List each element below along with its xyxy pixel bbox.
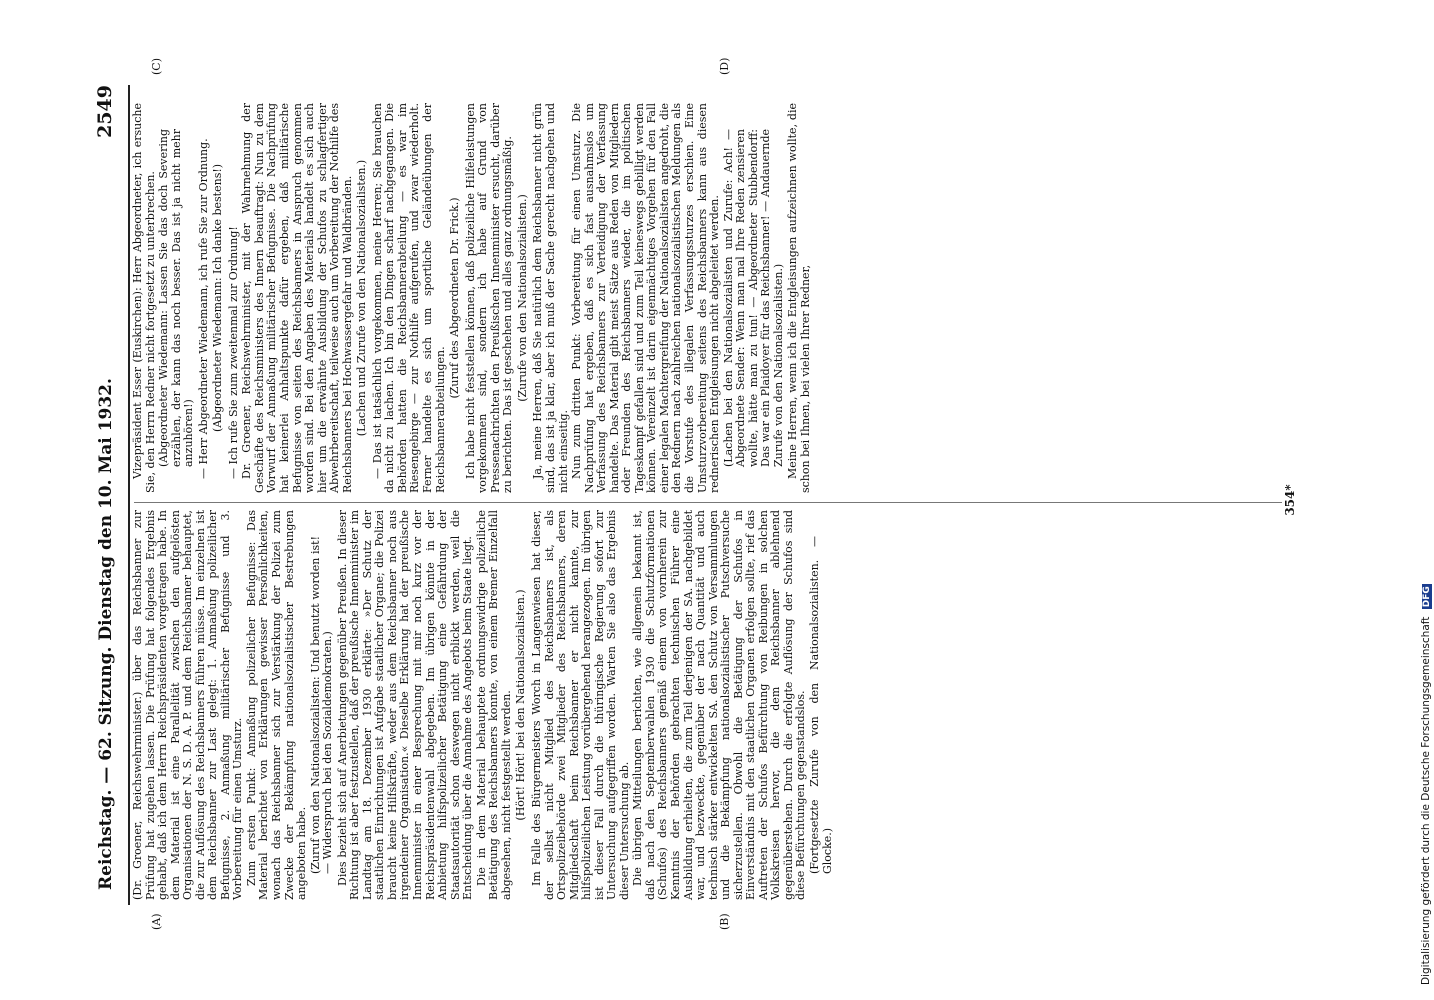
- margin-marker-a: (A): [150, 913, 163, 930]
- margin-marker-b: (B): [718, 913, 731, 930]
- interjection: (Zuruf des Abgeordneten Dr. Frick.): [448, 197, 462, 399]
- paragraph: — Ich rufe Sie zum zweitenmal zur Ordnung!: [226, 226, 240, 479]
- interjection: (Lachen und Zurufe von den Nationalsozialisten.): [355, 159, 369, 437]
- interjection: (Zurufe von den Nationalsozialisten.): [515, 194, 529, 402]
- interjection: (Zuruf von den Nationalsozialisten: Und benutzt worden ist! — Widerspruch bei den Sozialdemokraten.): [308, 536, 335, 874]
- paragraph: Ich habe nicht feststellen können, daß polizeiliche Hilfeleistungen vorgekommen sind, sondern ich habe auf Grund von Pressenachrichten den Preußischen Innenminister ersucht, darüber zu berichten. Das ist geschehen und alles ganz ordnungsmäßig.: [463, 103, 515, 493]
- interjection: (Fortgesetzte Zurufe von den Nationalsozialisten. — Glocke.): [807, 536, 834, 874]
- signature-mark: 354*: [1283, 484, 1297, 516]
- page-number: 2549: [94, 85, 116, 138]
- right-column: [132, 103, 813, 493]
- dfg-logo: DFG: [1422, 586, 1432, 608]
- page-title: Reichstag. — 62. Sitzung. Dienstag den 10. Mai 1932.: [96, 378, 116, 890]
- header-rule: [128, 85, 130, 905]
- paragraph: Zum ersten Punkt: Anmaßung polizeilicher Befugnisse: Das Material berichtet von Erklärungen gewisser Persönlichkeiten, wonach das Reichsbanner sich zur Verstärkung der Polizei zum Zwecke der Bekämpfung nationalsozialistischer Bestrebungen angeboten habe.: [244, 510, 309, 900]
- interjection: (Abgeordneter Wiedemann: Lassen Sie das doch Severing erzählen, der kann das noch besser. Das ist ja nicht mehr anzuhören!): [157, 129, 196, 467]
- margin-marker-d: (D): [718, 57, 731, 75]
- funding-note-text: Digitalisierung gefördert durch die Deutsche Forschungsgemeinschaft: [1420, 616, 1432, 985]
- funding-note: [1420, 15, 1434, 985]
- paragraph: Dr. Groener, Reichswehrminister, mit der Wahrnehmung der Geschäfte des Reichsministers des Innern beauftragt: Nun zu dem Vorwurf der Anmaßung militärischer Befugnisse. Die Nachprüfung hat keinerlei Anhaltspunkte dafür ergeben, daß militärische Befugnisse von seiten des Reichsbanners in Anspruch genommen worden sind. Bei den Angaben des Materials handelt es sich auch hier um die erwähnte Ausbildung der Schufos zu schlagfertiger Abwehrbereitschaft, teilweise auch um Vorbereitung der Nothilfe des Reichsbanners bei Hochwassergefahr und Waldbränden.: [240, 103, 354, 493]
- interjection: (Lachen bei den Nationalsozialisten und Zurufe: Ach! — Abgeordnete Sender: Wenn man mal Ihre Reden zensieren wollte, hätte man zu tun! — Abgeordneter Stubbendorff: Das war ein Plaidoyer für das Reichsbanner! — Andauernde Zurufe von den Nationalsozialisten.): [721, 129, 785, 467]
- paragraph: — Das ist tatsächlich vorgekommen, meine Herren; Sie brauchen da nicht zu lachen. Ich bin den Dingen scharf nachgegangen. Die Behörden hatten die Reichsbannerabteilung — es war im Riesengebirge — zur Nothilfe aufgerufen, und zwar wiederholt. Ferner handelte es sich um sportliche Geländeübungen der Reichsbannerabteilungen.: [370, 103, 447, 493]
- interjection: (Hört! Hört! bei den Nationalsozialisten.): [514, 589, 528, 821]
- paragraph: Die in dem Material behauptete ordnungswidrige polizeiliche Betätigung des Reichsbanners konnte, von einem Bremer Einzelfall abgesehen, nicht festgestellt werden.: [474, 510, 513, 900]
- paragraph: (Dr. Groener, Reichswehrminister.) über das Reichsbanner zur Prüfung hat zugehen lassen. Die Prüfung hat folgendes Ergebnis gehabt, daß ich dem Herrn Reichspräsidenten vorgetragen habe. In dem Material ist eine Parallelität zwischen den aufgelösten Organisationen der N. S. D. A. P. und dem Reichsbanner behauptet, die zur Auflösung des Reichsbanners führen müsse. Im einzelnen ist dem Reichsbanner zur Last gelegt: 1. Anmaßung polizeilicher Befugnisse, 2. Anmaßung militärischer Befugnisse und 3. Vorbereitung für einen Umsturz.: [131, 510, 245, 900]
- column-divider: [134, 502, 1282, 503]
- paragraph: Dies bezieht sich auf Anerbietungen gegenüber Preußen. In dieser Richtung ist aber festzustellen, daß der preußische Innenminister im Landtag am 18. Dezember 1930 erklärte: »Der Schutz der staatlichen Einrichtungen ist Aufgabe staatlicher Organe; die Polizei braucht keine Hilfskräfte, weder aus dem Reichsbanner noch aus irgendeiner Organisation.« Dieselbe Erklärung hat der preußische Innenminister in einer Besprechung mit mir noch kurz vor der Reichspräsidentenwahl abgegeben. Im übrigen könnte in der Anbietung hilfspolizeilicher Betätigung eine Gefährdung der Staatsautorität schon deswegen nicht erblickt werden, weil die Entscheidung über die Annahme des Angebots beim Staate liegt.: [335, 510, 475, 900]
- paragraph: Im Falle des Bürgermeisters Worch in Langenwiesen hat dieser, der selbst nicht Mitglied des Reichsbanners ist, als Ortspolizeibehörde zwei Mitglieder des Reichsbanners, deren Mitgliedschaft beim Reichsbanner er nicht kannte, zur hilfspolizeilichen Leistung vorübergehend herangezogen. Im übrigen ist dieser Fall durch die thüringische Regierung sofort zur Untersuchung aufgegriffen worden. Warten Sie also das Ergebnis dieser Untersuchung ab.: [529, 510, 631, 900]
- page-header: [90, 85, 124, 905]
- paragraph: Die übrigen Mitteilungen berichten, wie allgemein bekannt ist, daß nach den Septemberwahlen 1930 die Schutzformationen (Schufos) des Reichsbanners gemäß einem von vornherein zur Kenntnis der Behörden gebrachten technischen Führer eine Ausbildung erhielten, die zum Teil derjenigen der SA. nachgebildet war, und bezweckte, gegenüber der nach Quantität und auch technisch stärker entwickelten SA. den Schutz von Versammlungen und die Bekämpfung nationalsozialistischer Putschversuche sicherzustellen. Obwohl die Betätigung der Schufos in Einverständnis mit den staatlichen Organen erfolgen sollte, rief das Auftreten der Schufos Befürchtung von Reibungen in solchen Volkskreisen hervor, die dem Reichsbanner ablehnend gegenüberstehen. Durch die erfolgte Auflösung der Schufos sind diese Befürchtungen gegenstandslos.: [631, 510, 808, 900]
- paragraph: Vizepräsident Esser (Euskirchen): Herr Abgeordneter, ich ersuche Sie, den Herrn Redner nicht fortgesetzt zu unterbrechen.: [131, 103, 157, 493]
- paragraph: Meine Herren, wenn ich die Entgleisungen aufzeichnen wollte, die schon bei Ihnen, bei vielen Ihrer Redner,: [786, 103, 812, 493]
- paragraph: — Herr Abgeordneter Wiedemann, ich rufe Sie zur Ordnung.: [196, 138, 210, 479]
- left-column: [132, 510, 836, 900]
- paragraph: Ja, meine Herren, daß Sie natürlich dem Reichsbanner nicht grün sind, das ist ja klar, aber ich muß der Sache gerecht nachgehen und nicht einseitig.: [531, 103, 570, 493]
- paragraph: Nun zum dritten Punkt: Vorbereitung für einen Umsturz. Die Nachprüfung hat ergeben, daß es sich fast ausnahmslos um Verfassung des Reichsbanners zur Verteidigung der Verfassung handelte. Das Material gibt meist Sätze aus Reden von Mitgliedern oder Freunden des Reichsbanners wieder, die im politischen Tageskampf gefallen sind und zum Teil keineswegs gebilligt werden können. Vereinzelt ist darin eigenmächtiges Vorgehen für den Fall einer legalen Machtergreifung der Nationalsozialisten angedroht, die den Rednern nach zahlreichen nationalsozialistischen Meldungen als die Vorstufe des illegalen Verfassungssturzes erschien. Eine Umsturzvorbereitung seitens des Reichsbanners kann aus diesen rednerischen Entgleisungen nicht abgeleitet werden.: [570, 103, 722, 493]
- margin-marker-c: (C): [150, 58, 163, 75]
- interjection: (Abgeordneter Wiedemann: Ich danke bestens!): [211, 163, 225, 433]
